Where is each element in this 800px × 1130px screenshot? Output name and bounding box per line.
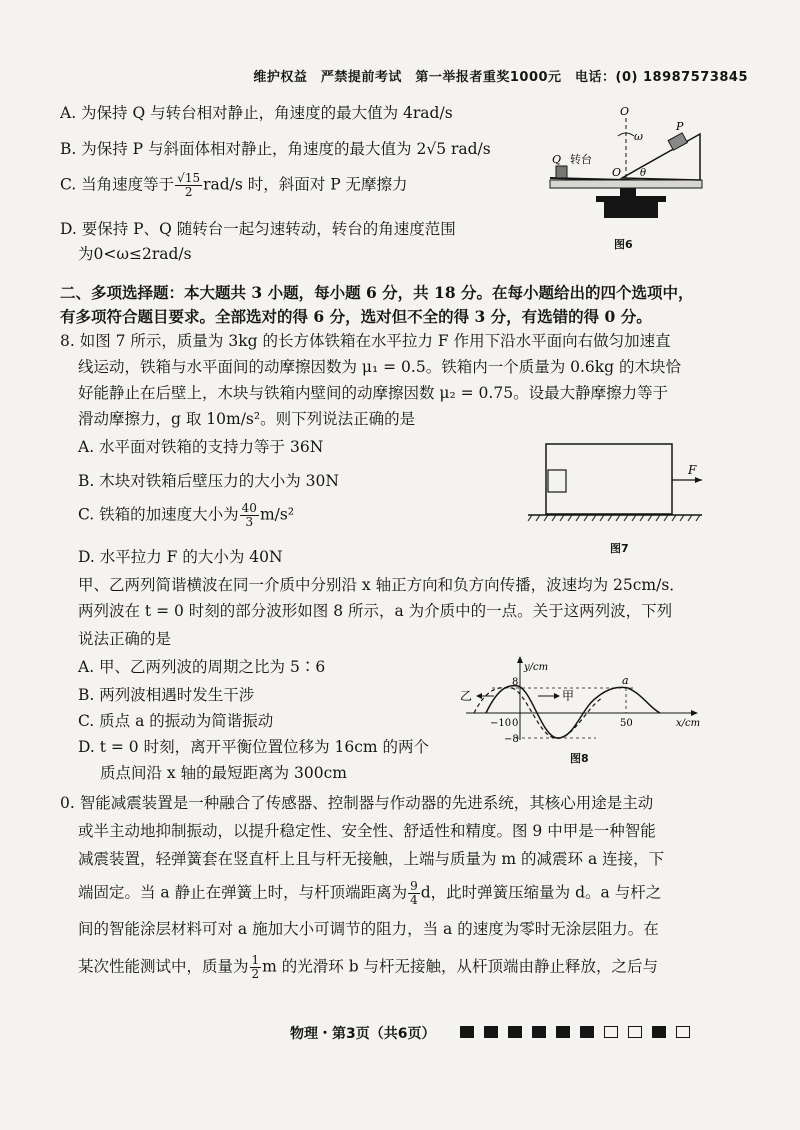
q9-stem-line-2: 两列波在 t = 0 时刻的部分波形如图 8 所示，a 为介质中的一点。关于这两列波，下列 [78,602,673,620]
fig8-point-a-label: a [622,674,629,687]
q7-option-d-cont: 为0<ω≤2rad/s [78,245,192,263]
page-header: 维护权益 严禁提前考试 第一举报者重奖1000元 电话：(0) 18987573845 [253,70,748,85]
q8-stem-line-1: 8. 如图 7 所示，质量为 3kg 的长方体铁箱在水平拉力 F 作用下沿水平面向右做匀加速直 [60,332,671,350]
fig8-wave-yi-label: 乙 [460,689,473,703]
q8-option-b: B. 木块对铁箱后壁压力的大小为 30N [78,472,339,490]
figure-8 [446,650,716,746]
q10-line-6 [78,954,658,981]
q9-option-d: D. t = 0 时刻，离开平衡位置位移为 16cm 的两个 [78,738,430,756]
fig6-p-label: P [676,120,684,133]
fig8-tick-8: 8 [512,677,519,688]
figure-7 [520,440,720,530]
fraction-denominator: 3 [245,515,254,529]
figure-6-caption: 图6 [614,238,633,251]
q7-option-c [60,172,408,199]
section-2-heading: 二、多项选择题：本大题共 3 小题，每小题 6 分，共 18 分。在每小题给出的四个选项中， [60,283,694,302]
page-footer: 物理・第3页（共6页） [290,1026,436,1042]
q9-option-b: B. 两列波相遇时发生干涉 [78,686,255,704]
footer-square [484,1026,498,1038]
fig6-omega-label: ω [634,130,643,143]
fig6-origin-label: O [612,166,622,179]
fig8-wave-jia-label: 甲 [562,689,575,703]
q7-option-c-fraction [175,172,202,199]
q8-option-d: D. 水平拉力 F 的大小为 40N [78,548,283,566]
footer-square [676,1026,690,1038]
footer-square [580,1026,594,1038]
footer-square [508,1026,522,1038]
q8-option-c-unit: m/s² [259,505,295,524]
fraction-denominator: 2 [184,185,193,199]
figure-8-caption: 图8 [570,752,589,765]
q9-option-d-cont: 质点间沿 x 轴的最短距离为 300cm [100,764,347,782]
figure-7-caption: 图7 [610,542,629,555]
fig8-x-axis-label: x/cm [676,718,701,729]
q7-option-c-suffix: rad/s 时，斜面对 P 无摩擦力 [203,175,408,194]
fig8-tick-neg8: −8 [504,734,519,745]
fig6-turntable-label: 转台 [570,153,592,166]
fraction-numerator: 1 [251,953,260,967]
q8-option-a: A. 水平面对铁箱的支持力等于 36N [78,438,324,456]
q10-line-6-prefix: 某次性能测试中，质量为 [78,957,249,976]
q8-option-c-fraction [240,502,259,529]
q10-line-4-prefix: 端固定。当 a 静止在弹簧上时，与杆顶端距离为 [78,883,408,902]
q8-stem-line-2: 线运动，铁箱与水平面间的动摩擦因数为 μ₁ = 0.5。铁箱内一个质量为 0.6kg 的木块恰 [78,358,682,376]
q7-option-a: A. 为保持 Q 与转台相对静止，角速度的最大值为 4rad/s [60,104,453,122]
fraction-numerator: 40 [241,501,257,515]
q9-option-c: C. 质点 a 的振动为简谐振动 [78,712,274,730]
fraction-denominator: 4 [410,893,418,907]
q8-stem-line-4: 滑动摩擦力，g 取 10m/s²。则下列说法正确的是 [78,410,416,428]
q10-fraction-1-2 [250,954,262,981]
q7-option-d: D. 要保持 P、Q 随转台一起匀速转动，转台的角速度范围 [60,220,456,238]
fig6-q-label: Q [552,153,562,166]
fig8-tick-neg10: −10 [490,718,512,729]
fig8-tick-50: 50 [620,718,633,729]
q10-line-6-suffix: m 的光滑环 b 与杆无接触，从杆顶端由静止释放，之后与 [262,957,659,976]
q7-option-b: B. 为保持 P 与斜面体相对静止，角速度的最大值为 2√5 rad/s [60,140,491,158]
figure-6 [540,100,730,230]
footer-square [556,1026,570,1038]
fig6-theta-label: θ [640,168,647,179]
q8-option-c [78,502,294,529]
q10-line-1: 0. 智能减震装置是一种融合了传感器、控制器与作动器的先进系统，其核心用途是主动 [60,794,654,812]
q10-fraction-9-4 [408,880,420,907]
q9-stem-line-1: 甲、乙两列简谐横波在同一介质中分别沿 x 轴正方向和负方向传播，波速均为 25cm/s． [78,576,685,594]
fraction-numerator: 9 [410,879,418,893]
fig7-force-label: F [688,463,697,477]
section-2-heading-cont: 有多项符合题目要求。全部选对的得 6 分，选对但不全的得 3 分，有选错的得 0 分。 [60,307,652,326]
footer-square [628,1026,642,1038]
q8-option-c-prefix: C. 铁箱的加速度大小为 [78,505,239,524]
q10-line-5: 间的智能涂层材料可对 a 施加大小可调节的阻力，当 a 的速度为零时无涂层阻力。在 [78,920,659,938]
q10-line-2: 或半主动地抑制振动，以提升稳定性、安全性、舒适性和精度。图 9 中甲是一种智能 [78,822,656,840]
footer-square [532,1026,546,1038]
q10-line-3: 减震装置，轻弹簧套在竖直杆上且与杆无接触，上端与质量为 m 的减震环 a 连接，下 [78,850,665,868]
footer-square [460,1026,474,1038]
fraction-denominator: 2 [251,967,260,981]
q8-stem-line-3: 好能静止在后壁上，木块与铁箱内壁间的动摩擦因数 μ₂ = 0.75。设最大静摩擦力等于 [78,384,669,402]
fig8-y-axis-label: y/cm [524,662,549,673]
fig6-axis-label: O [620,105,630,118]
footer-square [604,1026,618,1038]
fig8-tick-0: 0 [512,718,519,729]
q9-stem-line-3: 说法正确的是 [78,630,172,648]
q10-line-4-suffix: d，此时弹簧压缩量为 d。a 与杆之 [420,883,662,902]
q7-option-c-prefix: C. 当角速度等于 [60,175,175,194]
q10-line-4 [78,880,661,907]
footer-square [652,1026,666,1038]
q9-option-a: A. 甲、乙两列波的周期之比为 5∶6 [78,658,326,676]
fraction-numerator: √15 [177,171,201,185]
